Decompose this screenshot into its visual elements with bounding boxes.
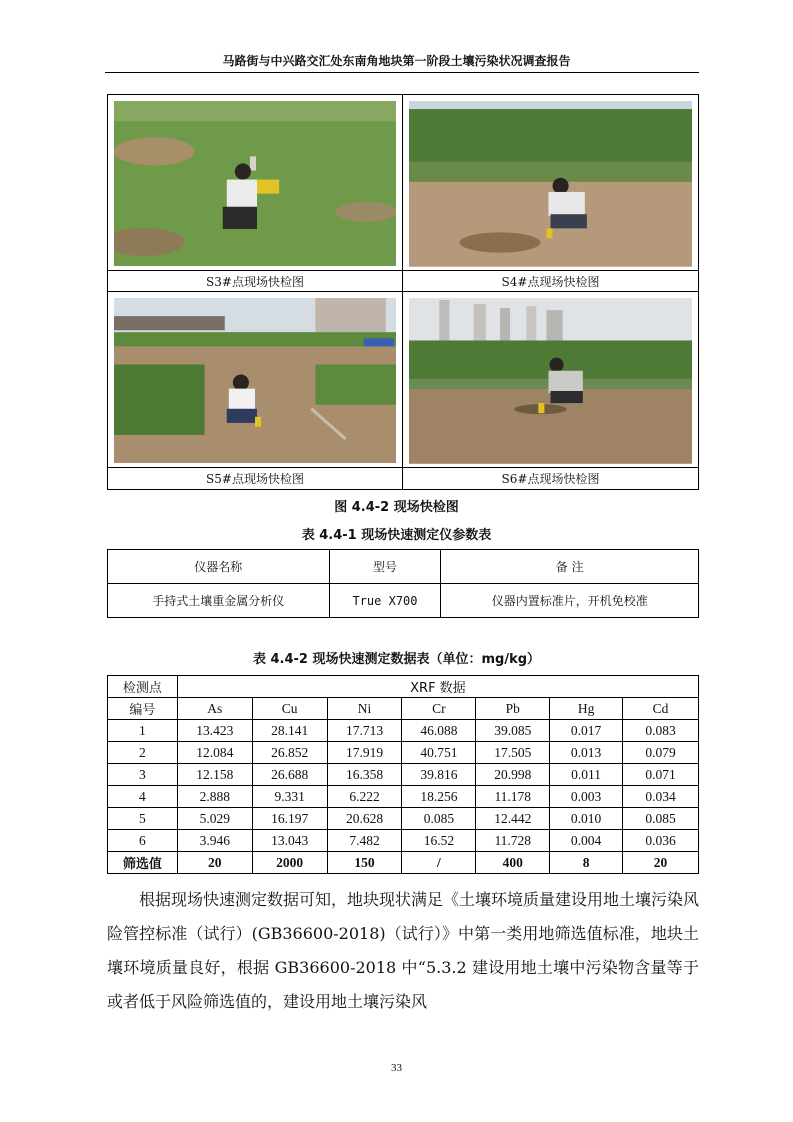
table-cell: 0.004 <box>550 830 623 852</box>
table-cell: 28.141 <box>252 720 327 742</box>
photo-cell-s3 <box>108 95 403 271</box>
photo-cell-s5 <box>108 292 403 468</box>
table-cell: 39.816 <box>402 764 476 786</box>
table1-caption: 表 4.4-1 现场快速测定仪参数表 <box>301 528 492 543</box>
header-cell: 型号 <box>329 550 441 584</box>
photo-cell-s6 <box>403 292 698 468</box>
table-cell: 16.358 <box>327 764 402 786</box>
table-cell: 1 <box>108 720 178 742</box>
photo-caption-s3: S3#点现场快检图 <box>108 271 403 292</box>
table-cell: 13.423 <box>177 720 252 742</box>
table-cell: 20.998 <box>476 764 550 786</box>
table-cell: 12.158 <box>177 764 252 786</box>
table-row <box>108 808 699 830</box>
screening-row <box>108 852 699 874</box>
table-cell: 17.505 <box>476 742 550 764</box>
table-cell: / <box>402 852 476 874</box>
table2-caption: 表 4.4-2 现场快速测定数据表（单位：mg/kg） <box>252 652 541 667</box>
table-cell: 3 <box>108 764 178 786</box>
table-cell: 16.197 <box>252 808 327 830</box>
table-cell: 仪器内置标准片，开机免校准 <box>441 584 699 618</box>
table-header-row <box>108 676 699 698</box>
field-photo-s5 <box>114 298 396 463</box>
element-header-cell: Ni <box>327 698 402 720</box>
table-cell: True X700 <box>329 584 441 618</box>
table-cell: 2000 <box>252 852 327 874</box>
table-cell: 17.919 <box>327 742 402 764</box>
table-cell: 9.331 <box>252 786 327 808</box>
photo-grid <box>107 94 699 490</box>
table-cell: 26.688 <box>252 764 327 786</box>
table-cell: 0.085 <box>402 808 476 830</box>
table-row <box>108 830 699 852</box>
table-cell: 39.085 <box>476 720 550 742</box>
body-paragraph: 根据现场快速测定数据可知，地块现状满足《土壤环境质量建设用地土壤污染风险管控标准（试行）(GB36600-2018)（试行）》中第一类用地筛选值标准，地块土壤环境质量良好，根据 GB36600-2018 中“5.3.2 建设用地土壤中污染物含量等于或者低于风险筛选值的，建设用地土壤污染风 <box>107 890 700 1011</box>
table-cell: 2 <box>108 742 178 764</box>
table-cell: 手持式土壤重金属分析仪 <box>108 584 330 618</box>
header-cell: 仪器名称 <box>108 550 330 584</box>
table-cell: 20.628 <box>327 808 402 830</box>
table-cell: 20 <box>623 852 699 874</box>
header-cell: 备 注 <box>441 550 699 584</box>
field-photo-s4 <box>409 101 692 267</box>
table-cell: 13.043 <box>252 830 327 852</box>
table-cell: 18.256 <box>402 786 476 808</box>
photo-cell-s4 <box>403 95 698 271</box>
xrf-data-table <box>107 675 699 874</box>
table-cell: 7.482 <box>327 830 402 852</box>
table-cell: 20 <box>177 852 252 874</box>
table-cell: 16.52 <box>402 830 476 852</box>
table-cell: 17.713 <box>327 720 402 742</box>
table-cell: 筛选值 <box>108 852 178 874</box>
table-cell: 2.888 <box>177 786 252 808</box>
figure-caption: 图 4.4-2 现场快检图 <box>334 500 459 515</box>
header-cell: 编号 <box>108 698 178 720</box>
table-row <box>108 764 699 786</box>
table-cell: 6.222 <box>327 786 402 808</box>
group-header-cell: XRF 数据 <box>177 676 698 698</box>
page-header-title: 马路街与中兴路交汇处东南角地块第一阶段土壤污染状况调查报告 <box>222 54 571 68</box>
photo-caption-s6: S6#点现场快检图 <box>501 472 600 486</box>
table-cell: 0.079 <box>623 742 699 764</box>
photo-caption-s5: S5#点现场快检图 <box>108 468 403 489</box>
table-cell: 46.088 <box>402 720 476 742</box>
element-header-cell: Cu <box>252 698 327 720</box>
table-row <box>108 742 699 764</box>
element-header-cell: Cd <box>623 698 699 720</box>
table-cell: 6 <box>108 830 178 852</box>
table-cell: 400 <box>476 852 550 874</box>
table-cell: 11.178 <box>476 786 550 808</box>
page-number: 33 <box>391 1062 402 1074</box>
table-cell: 8 <box>550 852 623 874</box>
header-cell: 检测点 <box>108 676 178 698</box>
table-cell: 0.036 <box>623 830 699 852</box>
table-cell: 11.728 <box>476 830 550 852</box>
table-row <box>108 786 699 808</box>
table-row <box>108 584 699 618</box>
table-cell: 5 <box>108 808 178 830</box>
photo-caption-s4: S4#点现场快检图 <box>403 271 698 292</box>
table-cell: 0.010 <box>550 808 623 830</box>
table-cell: 0.013 <box>550 742 623 764</box>
table-header-row <box>108 698 699 720</box>
table-cell: 26.852 <box>252 742 327 764</box>
element-header-cell: Hg <box>550 698 623 720</box>
field-photo-s3 <box>114 101 396 266</box>
field-photo-s6 <box>409 298 692 464</box>
instrument-table <box>107 549 699 618</box>
table-cell: 0.083 <box>623 720 699 742</box>
table-cell: 12.084 <box>177 742 252 764</box>
element-header-cell: As <box>177 698 252 720</box>
table-cell: 0.085 <box>623 808 699 830</box>
table-cell: 0.071 <box>623 764 699 786</box>
element-header-cell: Pb <box>476 698 550 720</box>
table-cell: 40.751 <box>402 742 476 764</box>
header-rule <box>105 72 699 73</box>
table-cell: 0.011 <box>550 764 623 786</box>
table-cell: 0.034 <box>623 786 699 808</box>
table-row <box>108 720 699 742</box>
table-cell: 150 <box>327 852 402 874</box>
table-cell: 0.017 <box>550 720 623 742</box>
table-cell: 12.442 <box>476 808 550 830</box>
table-header-row <box>108 550 699 584</box>
table-cell: 3.946 <box>177 830 252 852</box>
element-header-cell: Cr <box>402 698 476 720</box>
table-cell: 5.029 <box>177 808 252 830</box>
table-cell: 4 <box>108 786 178 808</box>
table-cell: 0.003 <box>550 786 623 808</box>
